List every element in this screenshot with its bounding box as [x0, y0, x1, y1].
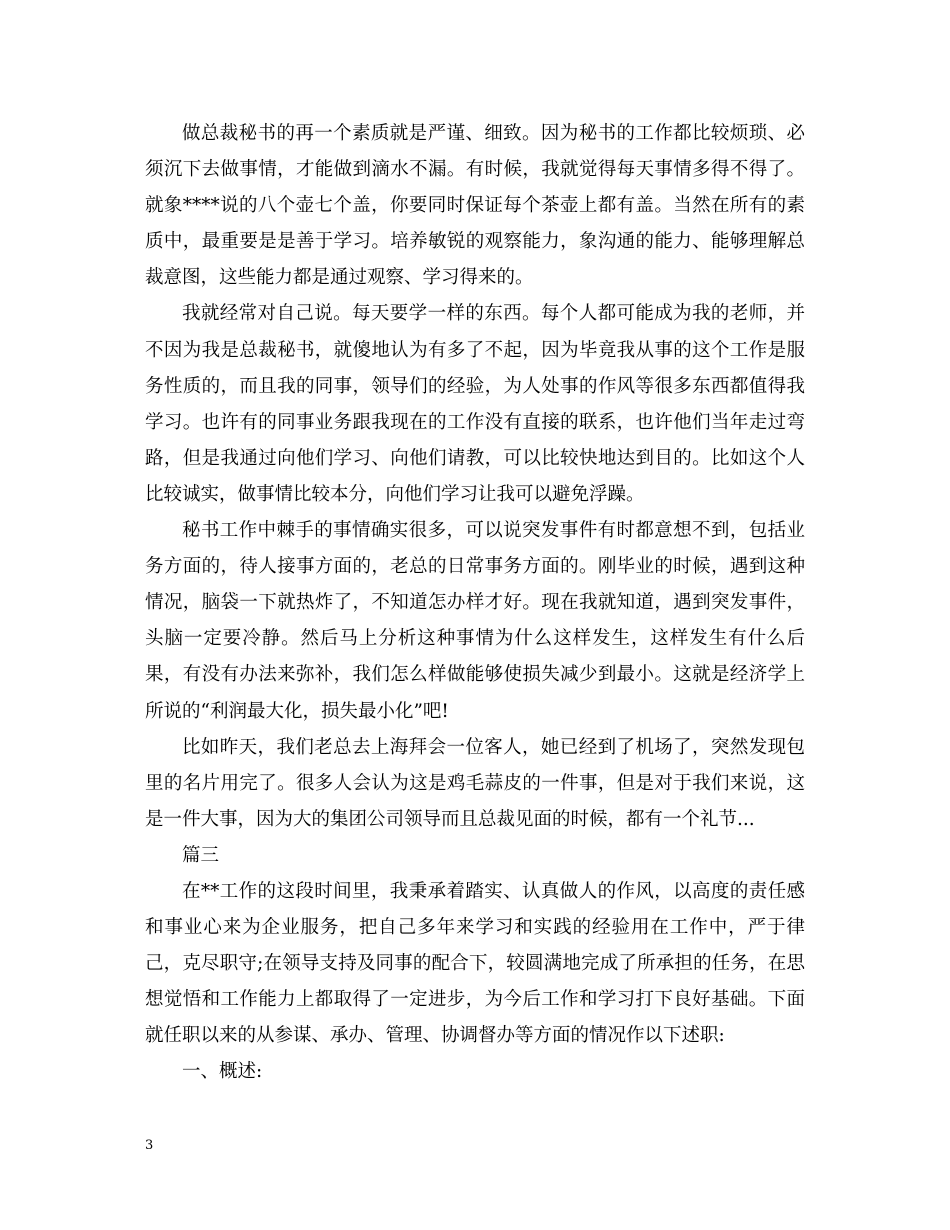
paragraph: 比如昨天，我们老总去上海拜会一位客人，她已经到了机场了，突然发现包里的名片用完了。很多人会认为这是鸡毛蒜皮的一件事，但是对于我们来说，这是一件大事，因为大的集团公司领导而且总裁见面的时候，都有一个礼节...: [145, 736, 805, 830]
paragraph: 在**工作的这段时间里，我秉承着踏实、认真做人的作风，以高度的责任感和事业心来为企业服务，把自己多年来学习和实践的经验用在工作中，严于律己，克尽职守;在领导支持及同事的配合下，较圆满地完成了所承担的任务，在思想觉悟和工作能力上都取得了一定进步，为今后工作和学习打下良好基础。下面就任职以来的从参谋、承办、管理、协调督办等方面的情况作以下述职:: [145, 880, 805, 1047]
paragraph: 我就经常对自己说。每天要学一样的东西。每个人都可能成为我的老师，并不因为我是总裁秘书，就傻地认为有多了不起，因为毕竟我从事的这个工作是服务性质的，而且我的同事，领导们的经验，为人处事的作风等很多东西都值得我学习。也许有的同事业务跟我现在的工作没有直接的联系，也许他们当年走过弯路，但是我通过向他们学习、向他们请教，可以比较快地达到目的。比如这个人比较诚实，做事情比较本分，向他们学习让我可以避免浮躁。: [145, 303, 805, 505]
subheading: 一、概述:: [182, 1061, 263, 1083]
paragraph: 做总裁秘书的再一个素质就是严谨、细致。因为秘书的工作都比较烦琐、必须沉下去做事情，才能做到滴水不漏。有时候，我就觉得每天事情多得不得了。就象****说的八个壶七个盖，你要同时保证每个茶壶上都有盖。当然在所有的素质中，最重要是是善于学习。培养敏锐的观察能力，象沟通的能力、能够理解总裁意图，这些能力都是通过观察、学习得来的。: [145, 123, 805, 289]
page-number: 3: [145, 1138, 154, 1153]
document-body: [145, 116, 805, 1091]
section-title: 篇三: [182, 844, 220, 866]
paragraph: 秘书工作中棘手的事情确实很多，可以说突发事件有时都意想不到，包括业务方面的，待人接事方面的，老总的日常事务方面的。刚毕业的时候，遇到这种情况，脑袋一下就热炸了，不知道怎办样才好。现在我就知道，遇到突发事件，头脑一定要冷静。然后马上分析这种事情为什么这样发生，这样发生有什么后果，有没有办法来弥补，我们怎么样做能够使损失减少到最小。这就是经济学上所说的“利润最大化，损失最小化”吧!: [145, 520, 805, 722]
